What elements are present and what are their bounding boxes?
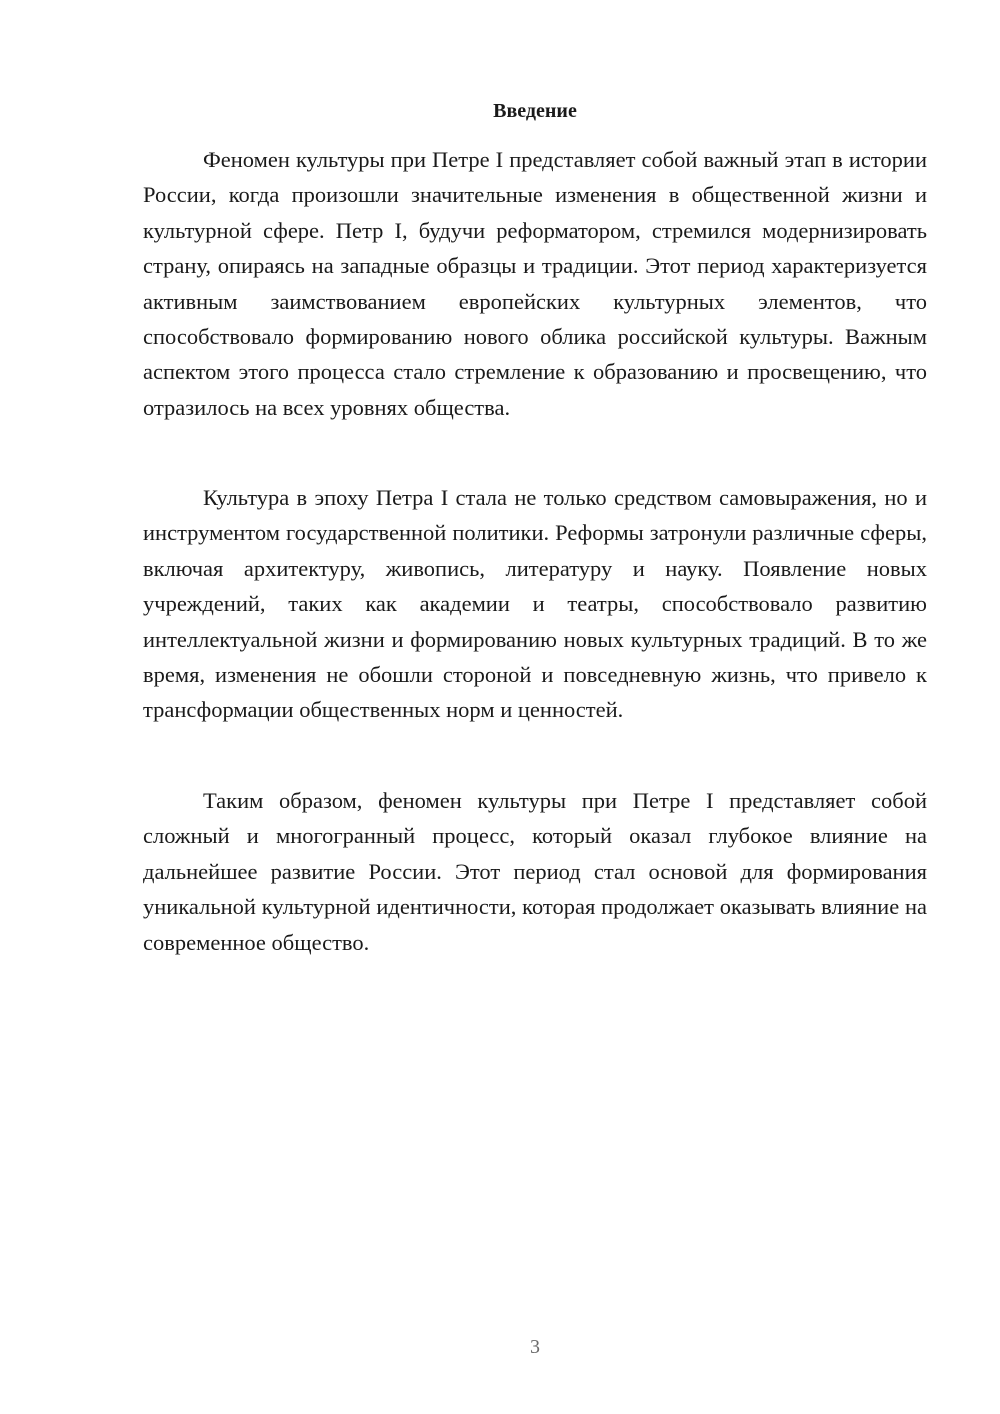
section-title: Введение (493, 100, 577, 122)
paragraph-intro: Феномен культуры при Петре I представляет собой важный этап в истории России, когда произошли значительные изменения в общественной жизни и культурной сфере. Петр I, будучи реформатором, стремился модернизировать страну, опираясь на западные образцы и традиции. Этот период характеризуется активным заимствованием европейских культурных элементов, что способствовало формированию нового облика российской культуры. Важным аспектом этого процесса стало стремление к образованию и просвещению, что отразилось на всех уровнях общества. (143, 147, 927, 420)
page-number: 3 (530, 1336, 540, 1358)
paragraph-reforms: Культура в эпоху Петра I стала не только средством самовыражения, но и инструментом государственной политики. Реформы затронули различные сферы, включая архитектуру, живопись, литературу и науку. Появление новых учреждений, таких как академии и театры, способствовало развитию интеллектуальной жизни и формированию новых культурных традиций. В то же время, изменения не обошли стороной и повседневную жизнь, что привело к трансформации общественных норм и ценностей. (143, 485, 927, 723)
paragraph-conclusion: Таким образом, феномен культуры при Петре I представляет собой сложный и многогранный процесс, который оказал глубокое влияние на дальнейшее развитие России. Этот период стал основой для формирования уникальной культурной идентичности, которая продолжает оказывать влияние на современное общество. (143, 788, 927, 955)
